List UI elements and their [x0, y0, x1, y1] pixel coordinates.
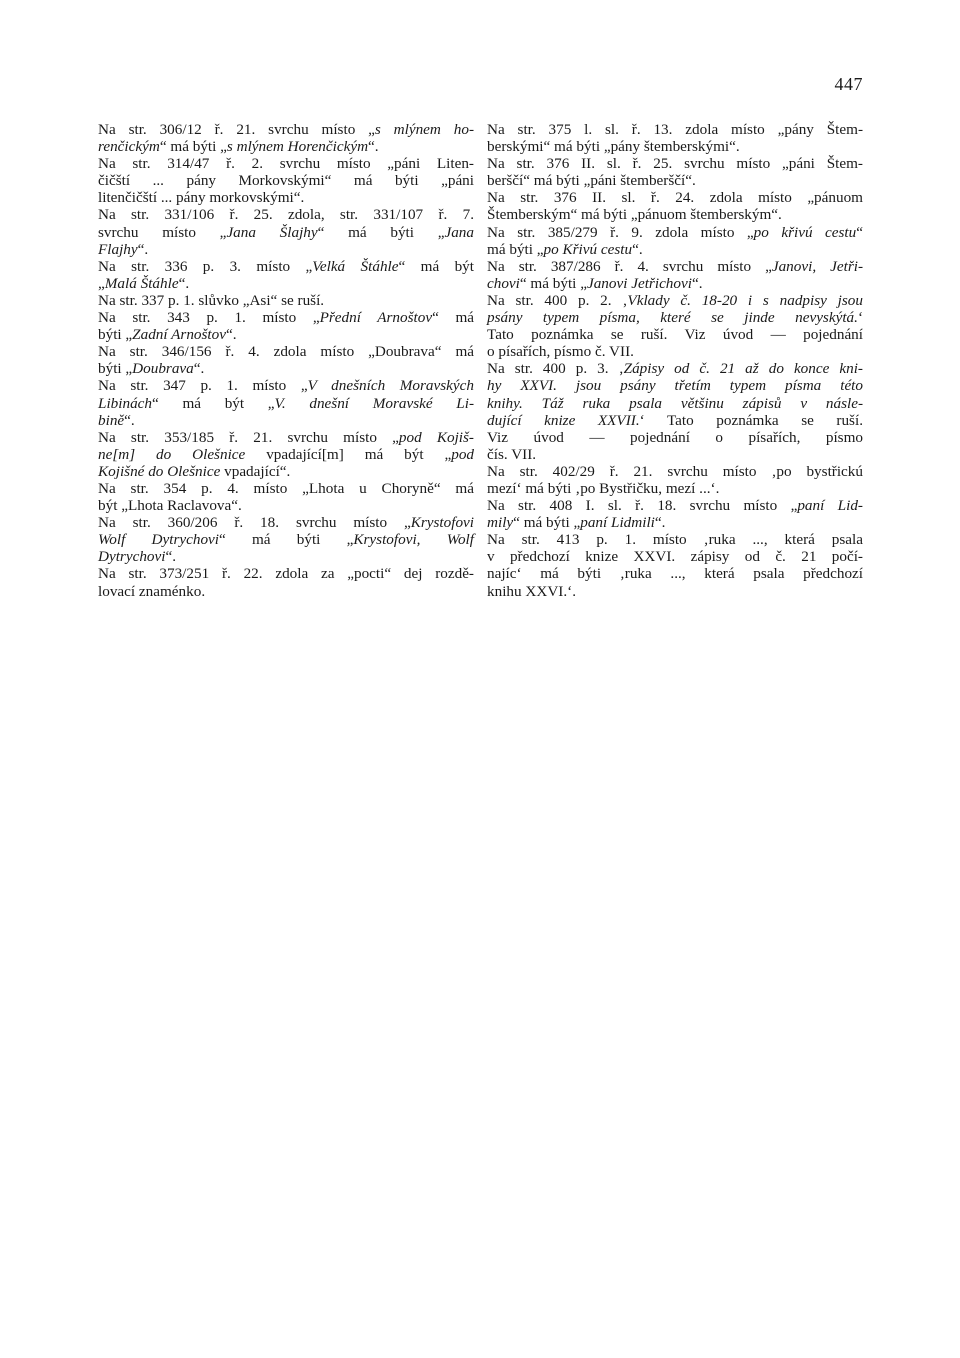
text: býti „: [98, 360, 133, 378]
entry-line: [98, 155, 474, 172]
text: “.: [178, 274, 190, 292]
errata-entry: [98, 155, 474, 206]
entry-line: [487, 138, 863, 155]
text: Tato poznámka se ruší. Viz úvod — pojednání: [487, 326, 863, 344]
entry-line: [487, 531, 863, 548]
entry-line: [98, 565, 474, 582]
entry-line: [98, 395, 474, 412]
errata-column-left: [98, 121, 474, 600]
entry-line: [98, 583, 474, 600]
text: Na str. 373/251 ř. 22. zdola za „pocti“ dej rozdě-: [98, 565, 474, 583]
errata-entry: [98, 309, 474, 343]
entry-line: [98, 446, 474, 463]
entry-line: [487, 121, 863, 138]
entry-line: [487, 292, 863, 309]
text: Viz úvod — pojednání o písařích, písmo: [487, 428, 863, 446]
entry-line: [98, 531, 474, 548]
errata-entry: [487, 155, 863, 189]
text: Štemberským“ má býti „pánuom štemberským“.: [487, 206, 782, 224]
italic-text: Dytrychovi: [98, 548, 166, 566]
errata-entry: [98, 514, 474, 565]
italic-text: s mlýnem Horenčickým: [226, 138, 369, 156]
text: o písařích, písmo č. VII.: [487, 343, 634, 361]
italic-text: knihy. Táž ruka psala většinu zápisů v násle-: [487, 394, 863, 412]
entry-line: [98, 412, 474, 429]
text: Na str. 375 l. sl. ř. 13. zdola místo „pány Štem-: [487, 121, 863, 138]
errata-entry: [487, 463, 863, 497]
errata-entry: [487, 121, 863, 155]
italic-text: bině: [98, 411, 125, 429]
italic-text: Vklady č. 18-20 i s nadpisy jsou: [627, 291, 863, 309]
text: vpadající“.: [220, 462, 291, 480]
entry-line: [487, 241, 863, 258]
errata-entry: [487, 497, 863, 531]
text: “ má být: [398, 257, 474, 275]
italic-text: Janovi Jetřichovi: [586, 274, 692, 292]
italic-text: Zadní Arnoštov: [132, 326, 226, 344]
text: Na str. 402/29 ř. 21. svrchu místo ‚po bystřickú: [487, 462, 863, 480]
text: má býti „: [487, 240, 544, 258]
errata-column-right: [487, 121, 863, 600]
entry-line: [487, 309, 863, 326]
text: Na str. 331/106 ř. 25. zdola, str. 331/107 ř. 7.: [98, 206, 474, 224]
errata-entry: [487, 258, 863, 292]
entry-line: [487, 343, 863, 360]
italic-text: Jana Šlajhy: [226, 223, 318, 241]
entry-line: [98, 206, 474, 223]
entry-line: [98, 292, 474, 309]
text: berskými“ má býti „pány štemberskými“.: [487, 138, 740, 156]
italic-text: ne[m] do Olešnice: [98, 445, 246, 463]
text: Na str. 360/206 ř. 18. svrchu místo „: [98, 514, 411, 532]
italic-text: V dnešních Moravských: [307, 377, 474, 395]
text: Na str. 387/286 ř. 4. svrchu místo „: [487, 257, 772, 275]
text: ‘: [857, 309, 863, 327]
text: Na str. 353/185 ř. 21. svrchu místo „: [98, 428, 399, 446]
italic-text: Jana: [444, 223, 474, 241]
entry-line: [98, 497, 474, 514]
italic-text: chovi: [487, 274, 520, 292]
entry-line: [487, 412, 863, 429]
italic-text: Janovi, Jetři-: [771, 257, 864, 275]
text: “ má býti „: [219, 531, 354, 549]
entry-line: [487, 275, 863, 292]
text: knihu XXVI.‘.: [487, 582, 577, 600]
text: “ má: [432, 309, 474, 327]
text: “: [856, 223, 863, 241]
entry-line: [98, 309, 474, 326]
entry-line: [487, 189, 863, 206]
text: najíc‘ má býti ‚ruka ..., která psala předchozí: [487, 565, 863, 583]
errata-entry: [487, 224, 863, 258]
text: “.: [368, 138, 379, 156]
entry-line: [487, 172, 863, 189]
errata-entry: [98, 258, 474, 292]
italic-text: dující knize XXVII.: [487, 411, 640, 429]
errata-entry: [487, 531, 863, 599]
text: býti „: [98, 326, 133, 344]
errata-entry: [487, 360, 863, 463]
entry-line: [487, 514, 863, 531]
text: “.: [654, 514, 666, 532]
entry-line: [98, 241, 474, 258]
entry-line: [487, 497, 863, 514]
entry-line: [487, 395, 863, 412]
italic-text: Malá Štáhle: [104, 274, 179, 292]
errata-entry: [487, 189, 863, 223]
text: Na str. 400 p. 2. ‚: [487, 291, 628, 309]
text: Na str. 336 p. 3. místo „: [98, 257, 313, 275]
italic-text: s mlýnem ho-: [374, 121, 474, 138]
italic-text: po Křivú cestu: [543, 240, 633, 258]
text: „: [98, 274, 105, 292]
errata-entry: [98, 206, 474, 257]
text: Na str. 347 p. 1. místo „: [98, 377, 308, 395]
text: Na str. 376 II. sl. ř. 24. zdola místo „pánuom: [487, 189, 863, 207]
errata-entry: [98, 429, 474, 480]
text: “ má být „: [152, 394, 275, 412]
entry-line: [487, 463, 863, 480]
text: Na str. 337 p. 1. slůvko „Asi“ se ruší.: [98, 291, 325, 309]
text: Na str. 413 p. 1. místo ‚ruka ..., která psala: [487, 531, 863, 549]
text: lovací znaménko.: [98, 582, 206, 600]
text: vpadající[m] má být „: [245, 445, 452, 463]
entry-line: [98, 480, 474, 497]
errata-entry: [487, 292, 863, 360]
text: v předchozí knize XXVI. zápisy od č. 21 počí-: [487, 548, 863, 566]
text: berščí“ má býti „páni štemberščí“.: [487, 172, 696, 190]
italic-text: Velká Štáhle: [312, 257, 399, 275]
errata-entry: [98, 292, 474, 309]
entry-line: [98, 377, 474, 394]
text: Na str. 314/47 ř. 2. svrchu místo „páni Liten-: [98, 155, 474, 173]
text: Na str. 400 p. 3. ‚: [487, 360, 624, 378]
text: svrchu místo „: [98, 223, 227, 241]
page-number: 447: [834, 74, 863, 94]
entry-line: [98, 121, 474, 138]
text: Na str. 408 I. sl. ř. 18. svrchu místo „: [487, 497, 798, 515]
italic-text: Doubrava: [132, 360, 194, 378]
italic-text: Přední Arnoštov: [319, 309, 433, 327]
italic-text: psány typem písma, které se jinde nevyskýtá.: [487, 309, 858, 327]
text: “ má býti „: [317, 223, 445, 241]
entry-line: [98, 189, 474, 206]
errata-entry: [98, 343, 474, 377]
entry-line: [487, 548, 863, 565]
entry-line: [487, 583, 863, 600]
italic-text: paní Lid-: [797, 497, 863, 515]
text: být „Lhota Raclavova“.: [98, 497, 242, 515]
text: čičští ... pány Morkovskými“ má býti „páni: [98, 172, 474, 190]
entry-line: [487, 224, 863, 241]
text: Na str. 385/279 ř. 9. zdola místo „: [487, 223, 754, 241]
entry-line: [98, 343, 474, 360]
italic-text: Zápisy od č. 21 až do konce kni-: [623, 360, 863, 378]
text: Na str. 354 p. 4. místo „Lhota u Choryně“ má: [98, 479, 474, 497]
italic-text: Wolf Dytrychovi: [98, 531, 219, 549]
italic-text: renčickým: [98, 138, 160, 156]
entry-line: [98, 224, 474, 241]
text: “ má býti „: [159, 138, 227, 156]
entry-line: [98, 514, 474, 531]
text: Na str. 376 II. sl. ř. 25. svrchu místo „páni Štem-: [487, 155, 863, 173]
errata-entry: [98, 480, 474, 514]
text: “.: [137, 240, 149, 258]
entry-line: [98, 258, 474, 275]
text: “.: [691, 274, 703, 292]
italic-text: Libinách: [98, 394, 153, 412]
text: “.: [632, 240, 643, 258]
text: mezí‘ má býti ‚po Bystřičku, mezí ...‘.: [487, 479, 720, 497]
text: Na str. 346/156 ř. 4. zdola místo „Doubrava“ má: [98, 343, 474, 361]
entry-line: [487, 360, 863, 377]
entry-line: [487, 155, 863, 172]
italic-text: pod: [451, 445, 475, 463]
text: “.: [124, 411, 135, 429]
italic-text: po křivú cestu: [753, 223, 857, 241]
errata-entry: [98, 121, 474, 155]
entry-line: [98, 275, 474, 292]
italic-text: hy XXVI. jsou psány třetím typem písma této: [487, 377, 863, 395]
text: “ má býti „: [513, 514, 581, 532]
entry-line: [487, 565, 863, 582]
italic-text: pod Kojiš-: [398, 428, 474, 446]
text: litenčičští ... pány morkovskými“.: [98, 189, 305, 207]
entry-line: [98, 429, 474, 446]
entry-line: [98, 548, 474, 565]
italic-text: Krystofovi, Wolf: [353, 531, 474, 549]
italic-text: mily: [487, 514, 514, 532]
text: ‘ Tato poznámka se ruší.: [639, 411, 863, 429]
entry-line: [98, 172, 474, 189]
entry-line: [98, 138, 474, 155]
entry-line: [487, 206, 863, 223]
italic-text: Kojišné do Olešnice: [98, 462, 221, 480]
errata-entry: [98, 565, 474, 599]
text: “.: [165, 548, 177, 566]
italic-text: Flajhy: [98, 240, 138, 258]
entry-line: [98, 463, 474, 480]
italic-text: paní Lidmili: [580, 514, 655, 532]
italic-text: V. dnešní Moravské Li-: [274, 394, 474, 412]
text: “.: [193, 360, 205, 378]
entry-line: [487, 429, 863, 446]
errata-entry: [98, 377, 474, 428]
text: Na str. 306/12 ř. 21. svrchu místo „: [98, 121, 375, 138]
entry-line: [98, 360, 474, 377]
text: Na str. 343 p. 1. místo „: [98, 309, 320, 327]
entry-line: [487, 326, 863, 343]
entry-line: [487, 446, 863, 463]
entry-line: [487, 377, 863, 394]
entry-line: [487, 480, 863, 497]
entry-line: [98, 326, 474, 343]
text: čís. VII.: [487, 445, 537, 463]
italic-text: Krystofovi: [410, 514, 474, 532]
entry-line: [487, 258, 863, 275]
text: “.: [225, 326, 237, 344]
text: “ má býti „: [519, 274, 587, 292]
